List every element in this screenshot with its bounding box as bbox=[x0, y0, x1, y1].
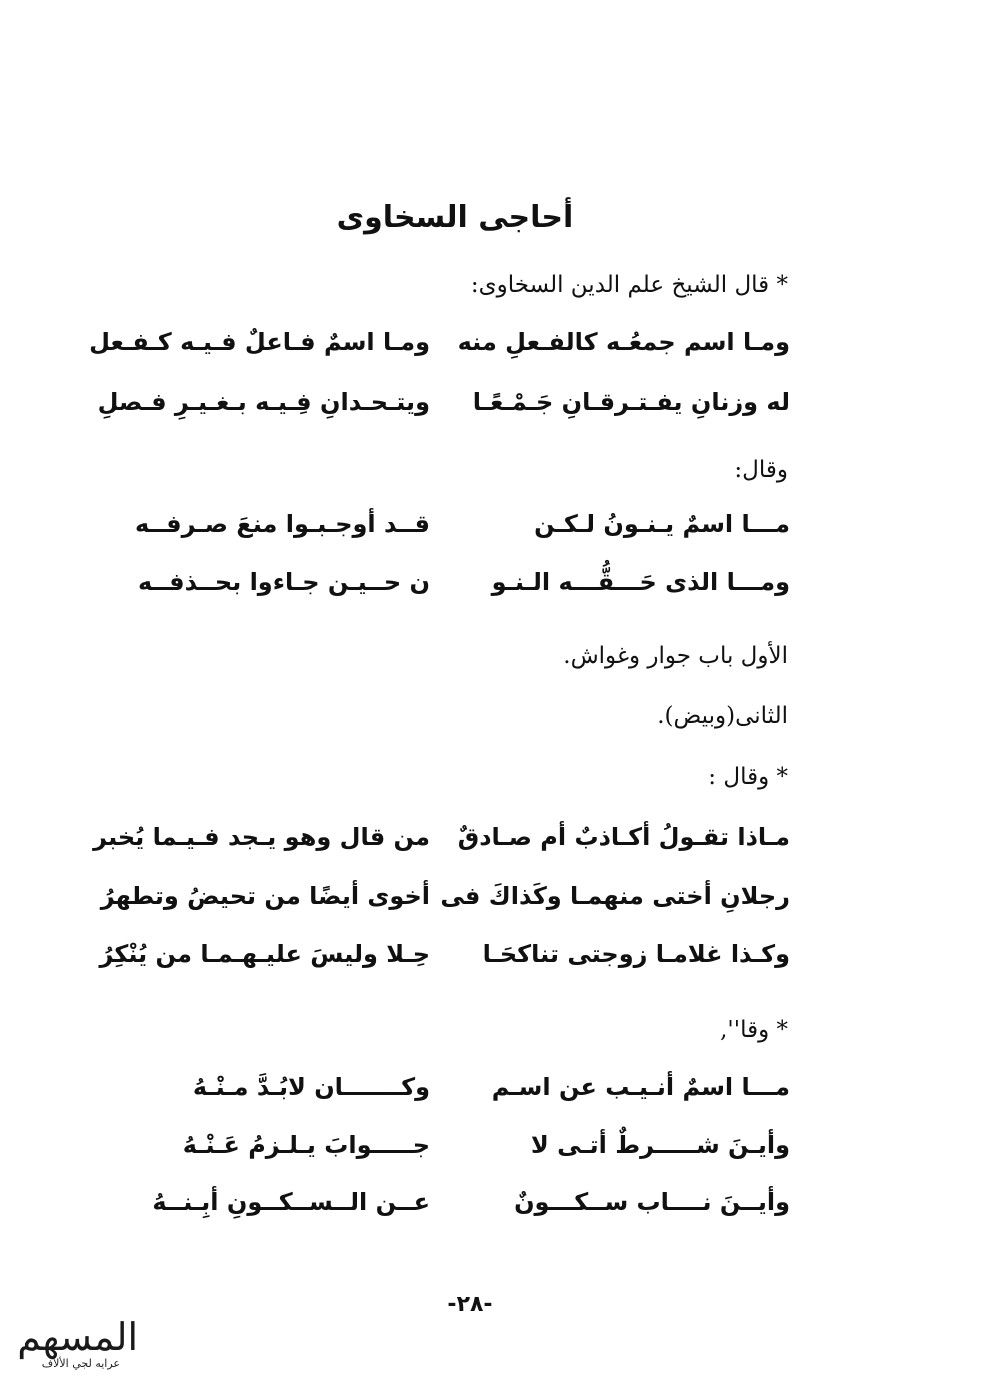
verse-first-hemistich: وأيــنَ نــــاب ســكـــونٌ bbox=[514, 1188, 790, 1216]
verse-line bbox=[130, 1065, 790, 1109]
verse-first-hemistich: مـاذا تقـولُ أكـاذبٌ أم صـادقٌ bbox=[457, 823, 790, 851]
verse-first-hemistich: وأيـنَ شـــــرطٌ أتـى لا bbox=[530, 1131, 790, 1159]
verse-second-hemistich: ويتـحـدانِ فِـيـه بـغـيـرِ فـصلِ bbox=[97, 388, 430, 416]
verse-first-hemistich: رجلانِ أختى منهمـا وكَذاكَ فى bbox=[440, 882, 790, 910]
verse-first-hemistich: ومـا اسم جمعُـه كالفـعلِ منه bbox=[457, 328, 790, 356]
verse-first-hemistich: وكـذا غلامـا زوجتى تناكحَـا bbox=[482, 940, 790, 968]
verse-line bbox=[100, 874, 790, 918]
verse-second-hemistich: قــد أوجـبـوا منعَ صـرفــه bbox=[134, 510, 430, 538]
verse-line bbox=[130, 1180, 790, 1224]
verse-second-hemistich: من قال وهو يـجد فـيـما يُخبر bbox=[93, 823, 430, 851]
explanatory-note: الثانى(وبيض). bbox=[657, 703, 788, 729]
page-title: أحاجى السخاوى bbox=[336, 200, 574, 235]
verse-second-hemistich: ومـا اسمٌ فـاعلٌ فـيـه كـفـعل bbox=[89, 328, 430, 356]
verse-line bbox=[130, 502, 790, 546]
verse-second-hemistich: ن حــيـن جـاءوا بحــذفــه bbox=[137, 568, 430, 596]
verse-line bbox=[130, 1123, 790, 1167]
stamp-small-text: عرايه لجي الألاف bbox=[41, 1357, 120, 1370]
verse-first-hemistich: مـــا اسمٌ يـنـونُ لـكـن bbox=[534, 510, 790, 538]
verse-second-hemistich: أخوى أيضًا من تحيضُ وتطهرُ bbox=[100, 882, 430, 910]
verse-line bbox=[93, 815, 790, 859]
section-intro: * وقال : bbox=[708, 764, 788, 790]
verse-first-hemistich: ومـــا الذى حَـــقُّـــه الـنـو bbox=[491, 568, 790, 596]
publisher-stamp-logo bbox=[12, 1310, 142, 1385]
verse-second-hemistich: حِـلا وليسَ عليـهـمـا من يُنْكِرُ bbox=[99, 940, 430, 968]
section-intro: وقال: bbox=[734, 457, 788, 483]
explanatory-note: الأول باب جوار وغواش. bbox=[563, 643, 788, 669]
verse-line bbox=[97, 380, 790, 424]
verse-first-hemistich: مـــا اسمٌ أنـيـب عن اسـم bbox=[491, 1073, 790, 1101]
verse-line bbox=[99, 932, 790, 976]
verse-first-hemistich: له وزنانِ يفـتـرقـانِ جَـمْـعًـا bbox=[472, 388, 790, 416]
stamp-main-text: المسهم bbox=[17, 1315, 138, 1359]
verse-second-hemistich: وكـــــــان لابُـدَّ مـنْـهُ bbox=[192, 1073, 430, 1101]
section-intro: * وقا'', bbox=[720, 1017, 788, 1043]
verse-line bbox=[89, 320, 790, 364]
section-intro: * قال الشيخ علم الدين السخاوى: bbox=[470, 272, 788, 298]
verse-second-hemistich: جـــــوابَ يـلـزمُ عَـنْـهُ bbox=[182, 1131, 430, 1159]
page-number: -٢٨- bbox=[447, 1292, 493, 1317]
verse-line bbox=[130, 560, 790, 604]
verse-second-hemistich: عــن الــســكــونِ أبِـنــهُ bbox=[152, 1188, 430, 1216]
